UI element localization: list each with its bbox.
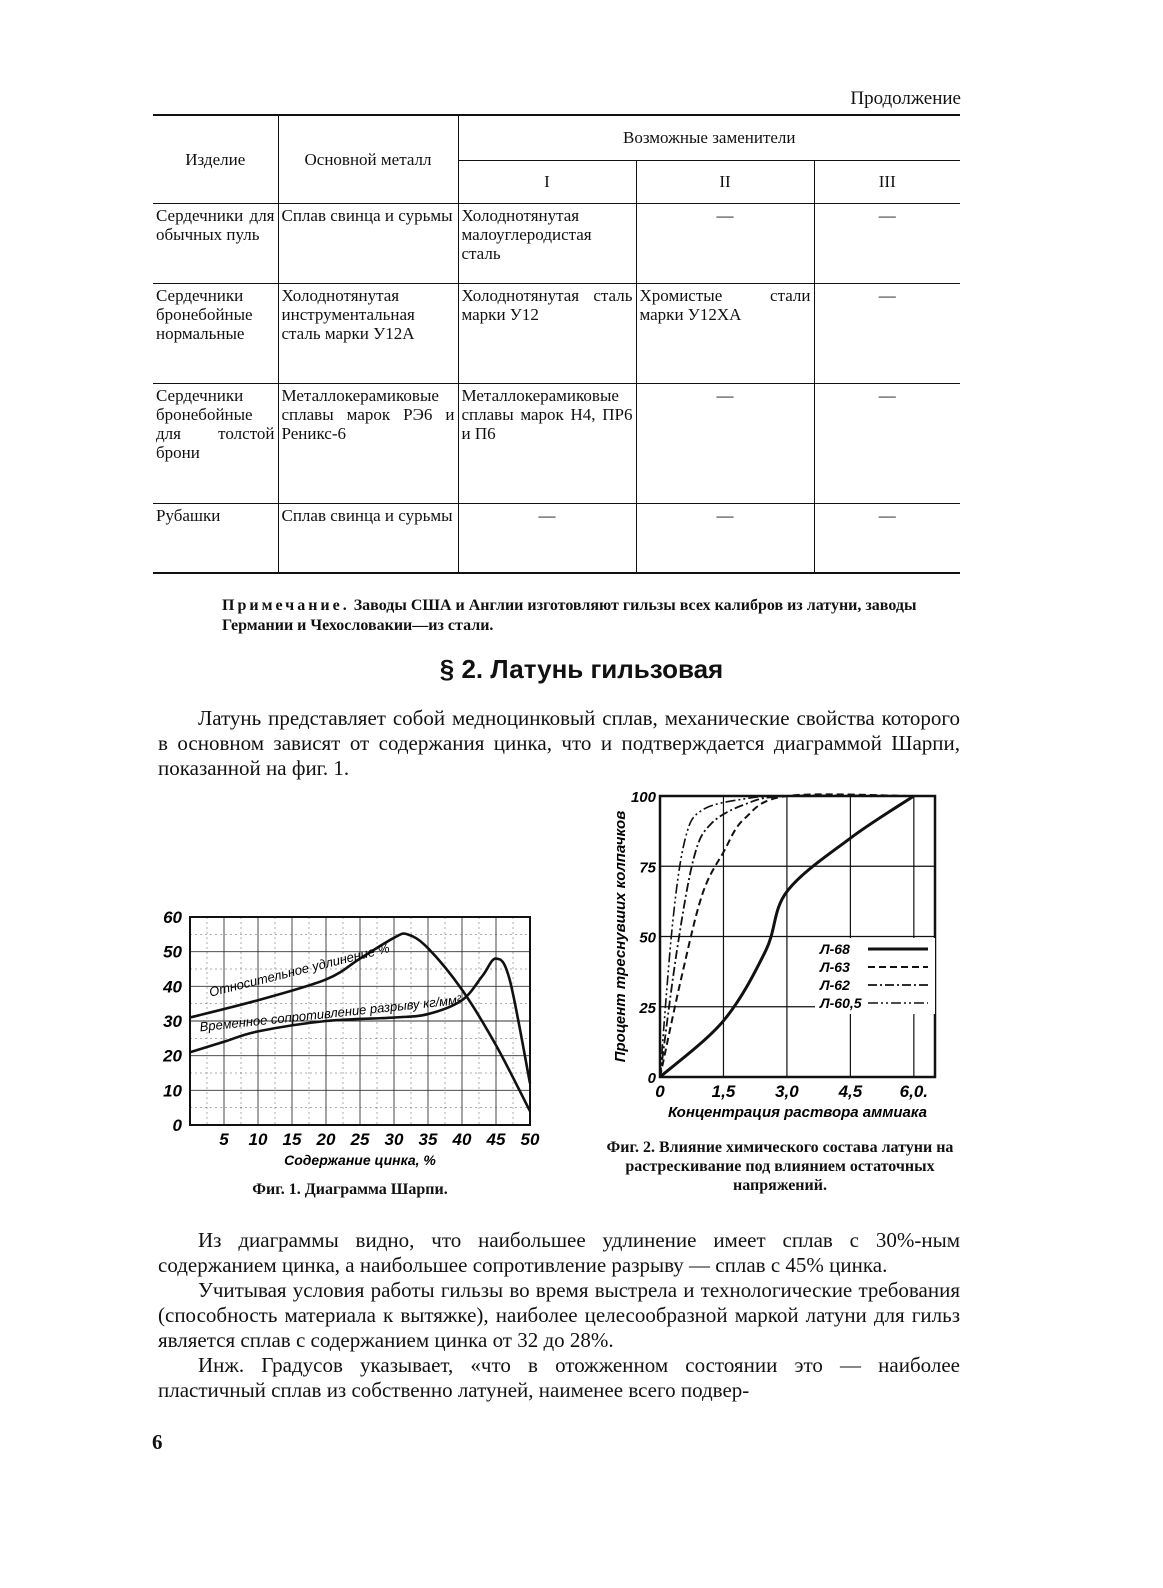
- cell-sub3: —: [814, 503, 960, 573]
- fig2-caption: Фиг. 2. Влияние химического состава латуни на растрескивание под влиянием остаточных напряжений.: [606, 1139, 954, 1194]
- table-row: [153, 203, 960, 283]
- section-title: § 2. Латунь гильзовая: [439, 654, 724, 684]
- y-tick-label: 50: [163, 942, 182, 962]
- table-row: [153, 383, 960, 503]
- x-tick-label: 10: [248, 1130, 268, 1149]
- header-substitutes: Возможные заменители: [458, 115, 960, 160]
- cell-product: Сердечники бронебойные нормальные: [153, 283, 278, 383]
- x-tick-label: 40: [452, 1130, 472, 1149]
- legend-label: Л-60,5: [820, 995, 862, 1011]
- x-tick-label: 3,0: [775, 1082, 799, 1101]
- note-label: Примечание.: [222, 597, 350, 614]
- header-sub-2: II: [636, 160, 814, 203]
- cell-sub1: —: [458, 503, 636, 573]
- x-tick-label: 25: [350, 1130, 370, 1149]
- cell-product: Рубашки: [153, 503, 278, 573]
- series-label-2: Временное сопротивление разрыву кг/мм²: [198, 991, 462, 1035]
- x-axis-label: Содержание цинка, %: [284, 1152, 436, 1168]
- x-tick-label: 20: [316, 1130, 336, 1149]
- header-product: Изделие: [153, 115, 278, 203]
- legend-label: Л-62: [820, 977, 850, 993]
- x-tick-label: 1,5: [711, 1082, 736, 1101]
- cell-sub2: —: [636, 383, 814, 503]
- y-tick-label: 40: [163, 977, 182, 997]
- cell-base: Холоднотянутая инструментальная сталь марки У12А: [278, 283, 458, 383]
- header-sub-3: III: [814, 160, 960, 203]
- fig1-sharpy-diagram: [150, 905, 550, 1175]
- cell-base: Металлокерамиковые сплавы марок РЭ6 и Реникс-6: [278, 383, 458, 503]
- paragraph-4: Инж. Градусов указывает, «что в отожженном состоянии это — наиболее пластичный сплав из собственно латуней, наименее всего подвер-: [158, 1353, 960, 1402]
- x-tick-label: 6,0.: [899, 1082, 929, 1101]
- series-label-1: Относительное удлинение %: [207, 940, 392, 1000]
- legend-label: Л-63: [820, 959, 850, 975]
- y-tick-label: 10: [163, 1081, 182, 1101]
- body-text: [158, 1228, 960, 1403]
- table-row: [153, 503, 960, 573]
- header-base-metal: Основной металл: [278, 115, 458, 203]
- fig2-cracking-chart: [605, 782, 965, 1122]
- note-text: Заводы США и Англии изготовляют гильзы всех калибров из латуни, заводы Германии и Чехословакии—из стали.: [222, 597, 917, 634]
- x-tick-label: 50: [520, 1130, 540, 1149]
- fig1-caption: Фиг. 1. Диаграмма Шарпи.: [252, 1181, 448, 1198]
- cell-sub1: Холоднотянутая сталь марки У12: [458, 283, 636, 383]
- cell-product: Сердечники для обычных пуль: [153, 203, 278, 283]
- y-tick-label: 30: [163, 1012, 182, 1031]
- x-tick-label: 35: [418, 1130, 438, 1149]
- cell-base: Сплав свинца и сурьмы: [278, 503, 458, 573]
- table-row: [153, 283, 960, 383]
- table-note: [222, 596, 962, 636]
- cell-sub2: Хромистые стали марки У12ХА: [636, 283, 814, 383]
- x-tick-label: 0: [655, 1082, 665, 1101]
- header-sub-1: I: [458, 160, 636, 203]
- cell-sub1: Холоднотянутая малоуглеродистая сталь: [458, 203, 636, 283]
- cell-sub2: —: [636, 203, 814, 283]
- y-axis-label: Процент треснувших колпачков: [612, 810, 629, 1063]
- x-tick-label: 30: [384, 1130, 404, 1149]
- y-tick-label: 75: [639, 859, 656, 877]
- x-tick-label: 5: [219, 1130, 229, 1149]
- x-tick-label: 4,5: [838, 1082, 863, 1101]
- y-tick-label: 100: [630, 789, 656, 806]
- paragraph-1: Латунь представляет собой медноцинковый сплав, механические свойства которого в основном зависят от содержания цинка, что и подтверждается диаграммой Шарпи, показанной на фиг. 1.: [158, 706, 960, 780]
- y-tick-label: 20: [163, 1046, 182, 1066]
- substitutes-table: [153, 114, 960, 574]
- y-tick-label: 0: [172, 1116, 182, 1135]
- cell-sub3: —: [814, 203, 960, 283]
- page-number: 6: [152, 1430, 163, 1454]
- paragraph-3: Учитывая условия работы гильзы во время выстрела и технологические требования (способность материала к вытяжке), наиболее целесообразной маркой латуни для гильз является сплав с содержанием цинка от 32 до 28%.: [158, 1278, 960, 1352]
- legend-label: Л-68: [820, 941, 850, 957]
- x-tick-label: 45: [486, 1130, 506, 1149]
- y-tick-label: 25: [639, 999, 656, 1017]
- y-tick-label: 0: [647, 1070, 656, 1087]
- cell-sub2: —: [636, 503, 814, 573]
- y-tick-label: 50: [639, 929, 656, 947]
- cell-sub3: —: [814, 283, 960, 383]
- paragraph-2: Из диаграммы видно, что наибольшее удлинение имеет сплав с 30%-ным содержанием цинка, а наибольшее сопротивление разрыву — сплав с 45% цинка.: [158, 1228, 960, 1277]
- cell-product: Сердечники бронебойные для толстой брони: [153, 383, 278, 503]
- y-tick-label: 60: [163, 908, 182, 927]
- cell-sub3: —: [814, 383, 960, 503]
- cell-base: Сплав свинца и сурьмы: [278, 203, 458, 283]
- x-tick-label: 15: [282, 1130, 302, 1149]
- cell-sub1: Металлокерамиковые сплавы марок Н4, ПР6 и П6: [458, 383, 636, 503]
- x-axis-label: Концентрация раствора аммиака: [668, 1104, 927, 1121]
- continuation-label: Продолжение: [850, 88, 961, 109]
